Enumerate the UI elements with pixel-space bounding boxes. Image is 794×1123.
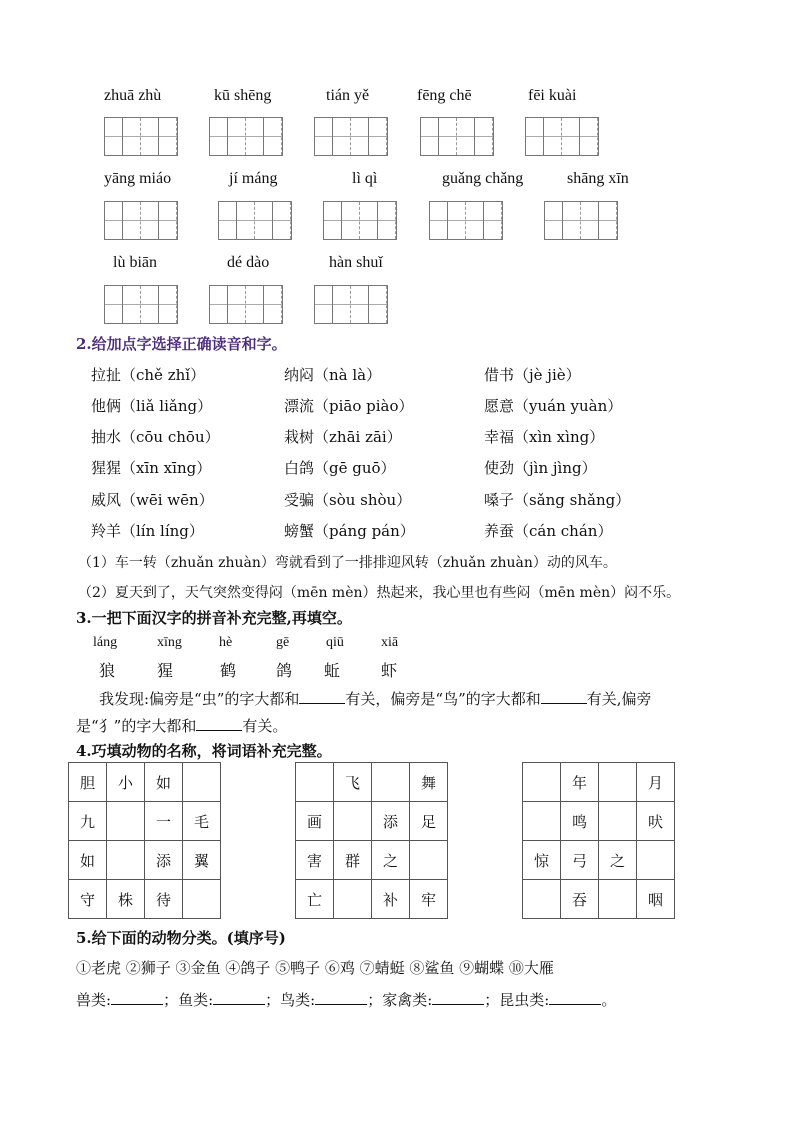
choice-item[interactable]: 纳闷（nà là） <box>284 366 382 384</box>
choice-item[interactable]: 威风（wēi wēn） <box>91 491 214 509</box>
grid-cell-blank[interactable] <box>334 802 372 841</box>
grid-cell-blank[interactable] <box>523 802 561 841</box>
grid-cell: 之 <box>372 841 410 880</box>
choice-item[interactable]: 栽树（zhāi zāi） <box>284 428 402 446</box>
grid-cell-blank[interactable] <box>599 802 637 841</box>
choice-item[interactable]: 猩猩（xīn xīng） <box>91 459 212 477</box>
sentence-1[interactable]: （1）车一转（zhuǎn zhuàn）弯就看到了一排排迎风转（zhuǎn zhuàn）动的风车。 <box>78 555 617 571</box>
writing-grid-box[interactable] <box>209 285 283 324</box>
writing-grid-box[interactable] <box>323 201 397 240</box>
category-label: 兽类: <box>76 991 112 1009</box>
choice-item[interactable]: 养蚕（cán chán） <box>484 522 613 540</box>
discovery-line-1 <box>99 688 652 709</box>
grid-cell: 画 <box>296 802 334 841</box>
hanzi-char: 鹤 <box>220 661 237 680</box>
pinyin-label: yāng miáo <box>104 170 172 187</box>
answer-blank[interactable] <box>196 716 242 731</box>
grid-cell: 之 <box>599 841 637 880</box>
writing-grid-box[interactable] <box>525 117 599 156</box>
pinyin-hint[interactable]: gē <box>276 635 290 650</box>
answer-blank[interactable] <box>315 990 367 1005</box>
grid-cell: 惊 <box>523 841 561 880</box>
choice-item[interactable]: 抽水（cōu chōu） <box>91 428 220 446</box>
writing-grid-box[interactable] <box>429 201 503 240</box>
discovery-text: 有关，偏旁是“鸟”的字大都和 <box>345 690 541 708</box>
writing-grid-box[interactable] <box>314 117 388 156</box>
grid-cell: 九 <box>69 802 107 841</box>
grid-cell: 月 <box>637 763 675 802</box>
answer-blank[interactable] <box>111 990 163 1005</box>
writing-grid-box[interactable] <box>544 201 618 240</box>
pinyin-hint[interactable]: qiū <box>326 635 344 650</box>
answer-blank[interactable] <box>299 689 345 704</box>
grid-cell: 舞 <box>410 763 448 802</box>
grid-cell: 足 <box>410 802 448 841</box>
section-3-title: 3.一把下面汉字的拼音补充完整,再填空。 <box>76 609 352 627</box>
grid-cell: 咽 <box>637 880 675 919</box>
choice-item[interactable]: 羚羊（lín líng） <box>91 522 204 540</box>
grid-cell: 守 <box>69 880 107 919</box>
grid-cell-blank[interactable] <box>523 763 561 802</box>
writing-grid-box[interactable] <box>104 201 178 240</box>
choice-item[interactable]: 借书（jè jiè） <box>484 366 581 384</box>
grid-cell: 吠 <box>637 802 675 841</box>
choice-item[interactable]: 愿意（yuán yuàn） <box>484 397 623 415</box>
idiom-grid-2 <box>295 762 448 919</box>
pinyin-label: jí máng <box>229 170 278 187</box>
category-label: ；昆虫类: <box>484 991 550 1009</box>
pinyin-label: lù biān <box>113 254 157 271</box>
discovery-text: 我发现:偏旁是“虫”的字大都和 <box>99 690 300 708</box>
grid-cell-blank[interactable] <box>107 841 145 880</box>
pinyin-hint[interactable]: hè <box>219 635 233 650</box>
grid-cell-blank[interactable] <box>107 802 145 841</box>
grid-cell: 株 <box>107 880 145 919</box>
grid-cell: 鸣 <box>561 802 599 841</box>
choice-item[interactable]: 漂流（piāo piào） <box>284 397 414 415</box>
pinyin-label: tián yě <box>326 87 370 104</box>
grid-cell-blank[interactable] <box>410 841 448 880</box>
pinyin-label: kū shēng <box>214 87 272 104</box>
grid-cell: 小 <box>107 763 145 802</box>
grid-cell: 飞 <box>334 763 372 802</box>
choice-item[interactable]: 受骗（sòu shòu） <box>284 491 412 509</box>
pinyin-label: dé dào <box>227 254 270 271</box>
choice-item[interactable]: 嗓子（sǎng shǎng） <box>484 491 631 509</box>
sentence-2[interactable]: （2）夏天到了，天气突然变得闷（mēn mèn）热起来，我心里也有些闷（mēn mèn）闷不乐。 <box>78 585 681 601</box>
idiom-grid-1 <box>68 762 221 919</box>
grid-cell-blank[interactable] <box>637 841 675 880</box>
choice-item[interactable]: 拉扯（chě zhǐ） <box>91 366 206 384</box>
classification-line <box>76 989 616 1010</box>
grid-cell: 添 <box>372 802 410 841</box>
idiom-grid-3 <box>522 762 675 919</box>
grid-cell: 如 <box>69 841 107 880</box>
animal-list: ①老虎 ②狮子 ③金鱼 ④鸽子 ⑤鸭子 ⑥鸡 ⑦蜻蜓 ⑧鲨鱼 ⑨蝴蝶 ⑩大雁 <box>76 959 554 977</box>
grid-cell: 添 <box>145 841 183 880</box>
pinyin-hint[interactable]: láng <box>93 635 118 650</box>
writing-grid-box[interactable] <box>218 201 292 240</box>
answer-blank[interactable] <box>549 990 601 1005</box>
grid-cell: 胆 <box>69 763 107 802</box>
answer-blank[interactable] <box>432 990 484 1005</box>
hanzi-char: 鸽 <box>276 661 293 680</box>
choice-item[interactable]: 白鸽（gē guō） <box>284 459 396 477</box>
discovery-text: 有关。 <box>242 717 288 735</box>
category-label: ；家禽类: <box>367 991 433 1009</box>
choice-item[interactable]: 螃蟹（páng pán） <box>284 522 415 540</box>
pinyin-label: zhuā zhù <box>104 87 162 104</box>
writing-grid-box[interactable] <box>104 117 178 156</box>
pinyin-label: fēng chē <box>417 87 472 104</box>
hanzi-char: 蚯 <box>324 661 341 680</box>
grid-cell-blank[interactable] <box>183 880 221 919</box>
pinyin-hint[interactable]: xīng <box>157 635 182 650</box>
pinyin-label: hàn shuǐ <box>329 254 383 271</box>
grid-cell: 弓 <box>561 841 599 880</box>
category-label: ；鱼类: <box>163 991 214 1009</box>
category-label: 。 <box>601 991 617 1009</box>
grid-cell: 毛 <box>183 802 221 841</box>
discovery-line-2 <box>76 715 287 736</box>
pinyin-hint[interactable]: xiā <box>381 635 399 650</box>
choice-item[interactable]: 他俩（liǎ liǎng） <box>91 397 213 415</box>
discovery-text: 是“犭”的字大都和 <box>76 717 197 735</box>
grid-cell: 牢 <box>410 880 448 919</box>
writing-grid-box[interactable] <box>420 117 494 156</box>
section-4-title: 4.巧填动物的名称，将词语补充完整。 <box>76 742 332 760</box>
writing-grid-box[interactable] <box>104 285 178 324</box>
pinyin-label: guǎng chǎng <box>442 170 524 187</box>
choice-item[interactable]: 使劲（jìn jìng） <box>484 459 597 477</box>
section-2-title: 2.给加点字选择正确读音和字。 <box>76 335 287 353</box>
grid-cell-blank[interactable] <box>523 880 561 919</box>
grid-cell-blank[interactable] <box>296 763 334 802</box>
writing-grid-box[interactable] <box>314 285 388 324</box>
grid-cell-blank[interactable] <box>372 763 410 802</box>
pinyin-label: fēi kuài <box>528 87 577 104</box>
grid-cell-blank[interactable] <box>183 763 221 802</box>
discovery-text: 有关,偏旁 <box>586 690 652 708</box>
answer-blank[interactable] <box>213 990 265 1005</box>
grid-cell: 年 <box>561 763 599 802</box>
grid-cell: 翼 <box>183 841 221 880</box>
category-label: ；鸟类: <box>265 991 316 1009</box>
grid-cell-blank[interactable] <box>599 763 637 802</box>
grid-cell: 群 <box>334 841 372 880</box>
grid-cell: 一 <box>145 802 183 841</box>
grid-cell: 吞 <box>561 880 599 919</box>
hanzi-char: 虾 <box>381 661 398 680</box>
answer-blank[interactable] <box>541 689 587 704</box>
choice-item[interactable]: 幸福（xìn xìng） <box>484 428 605 446</box>
grid-cell: 亡 <box>296 880 334 919</box>
writing-grid-box[interactable] <box>209 117 283 156</box>
pinyin-label: shāng xīn <box>567 170 629 187</box>
grid-cell-blank[interactable] <box>599 880 637 919</box>
grid-cell: 如 <box>145 763 183 802</box>
hanzi-char: 狼 <box>99 661 116 680</box>
grid-cell-blank[interactable] <box>334 880 372 919</box>
section-5-title: 5.给下面的动物分类。(填序号) <box>76 929 286 947</box>
grid-cell: 害 <box>296 841 334 880</box>
hanzi-char: 猩 <box>157 661 174 680</box>
grid-cell: 补 <box>372 880 410 919</box>
pinyin-label: lì qì <box>352 170 378 187</box>
grid-cell: 待 <box>145 880 183 919</box>
